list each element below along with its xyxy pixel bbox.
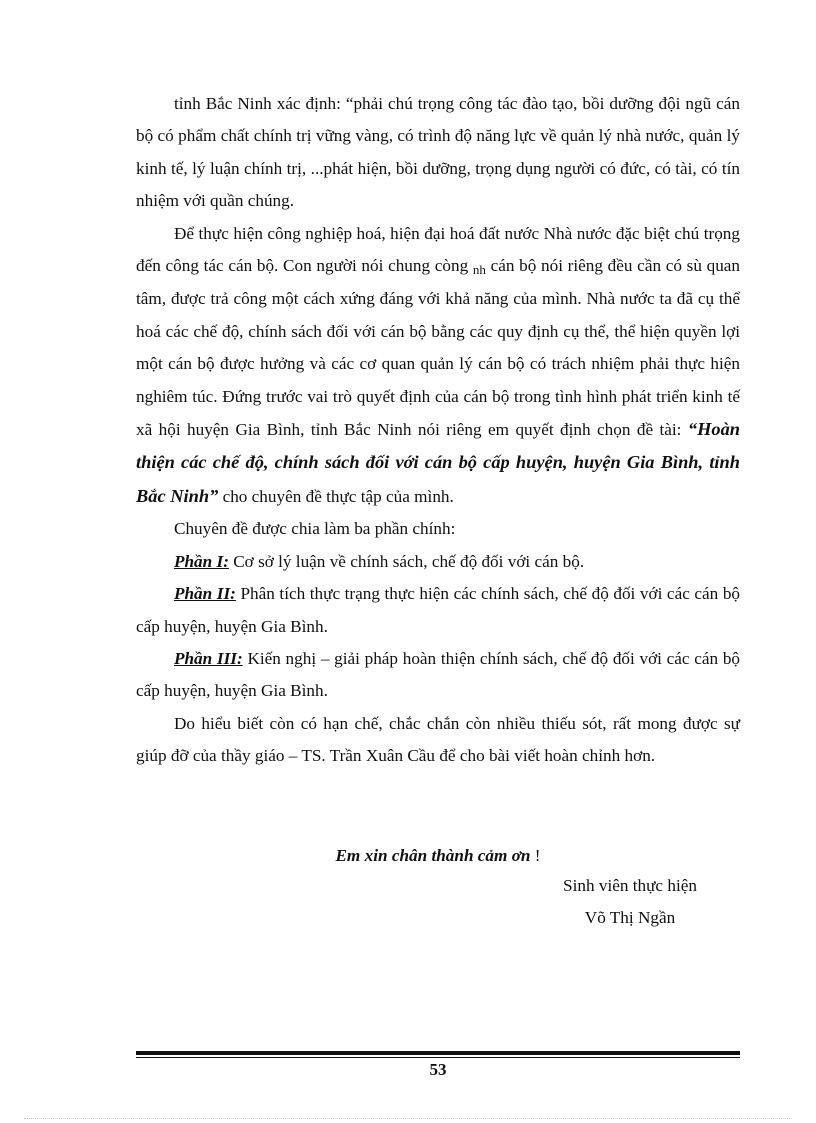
part-three-text: Kiến nghị – giải pháp hoàn thiện chính sách, chế độ đối với các cán bộ cấp huyện, huyện Gia Bình.	[136, 648, 741, 701]
signer-role: Sinh viên thực hiện	[563, 876, 697, 895]
rationale-text-start: Để thực hiện công nghiệp hoá, hiện đại hoá đất nước Nhà nước đặc biệt chú trọng đến công tác cán bộ. Con người nói chung còng	[136, 223, 740, 276]
part-one-item	[136, 546, 740, 578]
paragraph-acknowledgement: Do hiểu biết còn có hạn chế, chắc chắn còn nhiều thiếu sót, rất mong được sự giúp đỡ của thầy giáo – TS. Trần Xuân Cầu để cho bài viết hoàn chỉnh hơn.	[136, 713, 740, 766]
rationale-text-end: cho chuyên đề thực tập của mình.	[222, 486, 454, 506]
paragraph-policy-quote: tỉnh Bắc Ninh xác định: “phải chú trọng công tác đào tạo, bồi dưỡng đội ngũ cán bộ có phẩm chất chính trị vững vàng, có trình độ năng lực về quản lý nhà nước, quản lý kinh tế, lý luận chính trị, ...phát hiện, bồi dưỡng, trọng dụng người có đức, có tài, có tín nhiệm với quần chúng.	[136, 94, 740, 211]
rationale-text-middle: cán bộ nói riêng đều cần có sù quan tâm, được trả công một cách xứng đáng với khả năng của mình. Nhà nước ta đã cụ thể hoá các chế độ, chính sách đối với cán bộ bằng các quy định cụ thể, thể hiện quyền lợi một cán bộ được hưởng và các cơ quan quản lý cán bộ có trách nhiệm phải thực hiện nghiêm túc. Đứng trước vai trò quyết định của cán bộ trong tình hình phát triển kinh tế xã hội huyện Gia Bình, tỉnh Bắc Ninh nói riêng em quyết định chọn đề tài:	[136, 256, 741, 440]
thanks-line	[136, 840, 740, 872]
footer-rule-thick	[136, 1051, 740, 1055]
thesis-topic-title: “Hoàn thiện các chế độ, chính sách đối với cán bộ cấp huyện, huyện Gia Bình, tỉnh Bắc Ninh”	[136, 419, 740, 506]
thanks-exclamation: !	[534, 846, 541, 865]
part-three-item	[136, 643, 740, 708]
part-three-label: Phần III:	[174, 648, 243, 668]
signer-name: Võ Thị Ngần	[584, 908, 676, 927]
body-text	[136, 88, 740, 773]
part-two-text: Phân tích thực trạng thực hiện các chính sách, chế độ đối với các cán bộ cấp huyện, huyện Gia Bình.	[136, 584, 741, 636]
part-one-text: Cơ sở lý luận về chính sách, chế độ đối với cán bộ.	[233, 551, 585, 571]
part-two-label: Phần II:	[174, 584, 236, 604]
page-bottom-dotted-line	[24, 1118, 792, 1119]
part-two-item	[136, 578, 740, 643]
part-one-label: Phần I:	[174, 551, 229, 571]
stray-fragment-nh: nh	[472, 262, 486, 278]
paragraph-topic-rationale	[136, 218, 740, 514]
paragraph-structure-intro: Chuyên đề được chia làm ba phần chính:	[174, 519, 456, 539]
page-number: 53	[429, 1060, 447, 1079]
thanks-text: Em xin chân thành cảm ơn	[335, 846, 531, 865]
